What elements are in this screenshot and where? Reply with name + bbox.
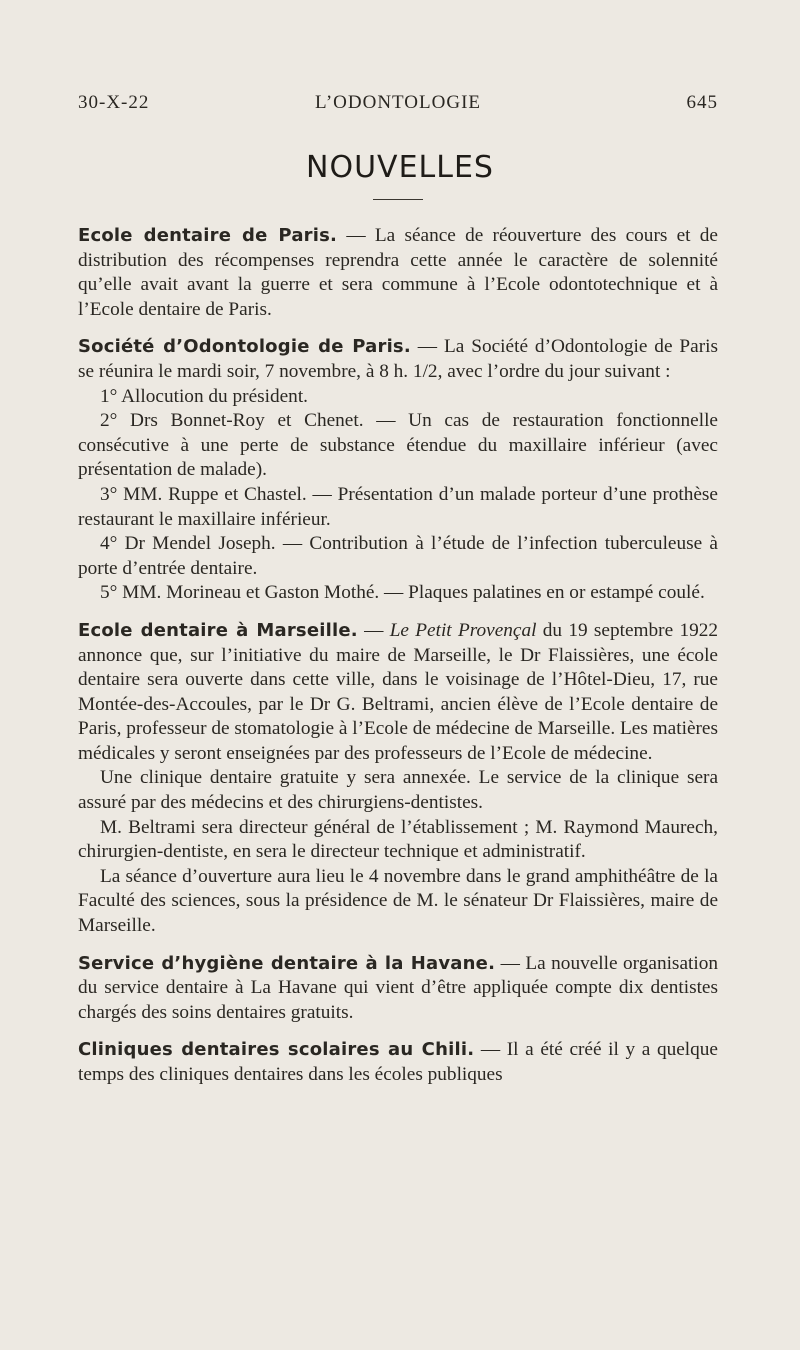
- news-heading: Ecole dentaire à Marseille.: [78, 619, 358, 641]
- news-text: Une clinique dentaire gratuite y sera annexée. Le service de la clinique sera assuré par des médecins et des chirurgiens-dentistes.: [78, 767, 718, 814]
- news-text: — Il a été créé il y a quelque temps des cliniques dentaires dans les écoles publiques: [78, 1039, 718, 1085]
- news-item-societe-odontologie: [78, 335, 718, 606]
- agenda-item: 4° Dr Mendel Joseph. — Contribution à l’étude de l’infection tuberculeuse à porte d’entrée dentaire.: [78, 533, 718, 579]
- agenda-item: 2° Drs Bonnet-Roy et Chenet. — Un cas de restauration fonctionnelle consécutive à une perte de substance étendue du maxillaire inférieur (avec présentation de malade).: [78, 410, 718, 481]
- news-text: — La nouvelle organisation du service dentaire à La Havane qui vient d’être appliquée compte dix dentistes chargés des soins dentaires gratuits.: [78, 952, 718, 1023]
- journal-title: L’ODONTOLOGIE: [314, 92, 482, 113]
- article-body: [78, 224, 718, 1101]
- issue-date: 30-X-22: [78, 92, 150, 113]
- title-divider: [373, 199, 423, 200]
- news-heading: Service d’hygiène dentaire à la Havane.: [78, 952, 496, 974]
- news-item-ecole-marseille: [78, 619, 718, 939]
- page-number: 645: [686, 92, 718, 113]
- news-item-havane: [78, 952, 718, 1026]
- agenda-item: 3° MM. Ruppe et Chastel. — Présentation d’un malade porteur d’une prothèse restaurant le maxillaire inférieur.: [78, 483, 718, 530]
- news-heading: Cliniques dentaires scolaires au Chili.: [78, 1039, 475, 1061]
- news-heading: Société d’Odontologie de Paris.: [78, 336, 411, 358]
- newspaper-name: Le Petit Provençal: [389, 619, 537, 641]
- news-item-ecole-paris: [78, 224, 718, 322]
- news-text: — La Société d’Odontologie de Paris se réunira le mardi soir, 7 novembre, à 8 h. 1/2, avec l’ordre du jour suivant :: [78, 336, 718, 382]
- news-text: du 19 septembre 1922 annonce que, sur l’initiative du maire de Marseille, le Dr Flaissières, une école dentaire sera ouverte dans cette ville, dans le voisinage de l’Hôtel-Dieu, 17, rue Montée-des-Accoules, par le Dr G. Beltrami, ancien élève de l’Ecole dentaire de Paris, professeur de stomatologie à l’Ecole de médecine de Marseille. Les matières médicales y seront enseignées par des professeurs de l’Ecole de médecine.: [78, 619, 719, 764]
- news-text: M. Beltrami sera directeur général de l’établissement ; M. Raymond Maurech, chirurgien-dentiste, en sera le directeur technique et administratif.: [78, 816, 718, 863]
- agenda-item: 1° Allocution du président.: [100, 385, 308, 407]
- news-text: —: [357, 619, 390, 641]
- section-title: NOUVELLES: [306, 150, 494, 185]
- news-text: La séance d’ouverture aura lieu le 4 novembre dans le grand amphithéâtre de la Faculté des sciences, sous la présidence de M. le sénateur Dr Flaissières, maire de Marseille.: [78, 865, 718, 937]
- news-text: — La séance de réouverture des cours et de distribution des récompenses reprendra cette année le caractère de solennité qu’elle avait avant la guerre et sera commune à l’Ecole odontotechnique et à l’Ecole dentaire de Paris.: [78, 225, 718, 320]
- news-heading: Ecole dentaire de Paris.: [78, 225, 338, 246]
- news-item-chili: [78, 1038, 718, 1087]
- running-header: [78, 92, 718, 118]
- agenda-item: 5° MM. Morineau et Gaston Mothé. — Plaques palatines en or estampé coulé.: [100, 582, 705, 604]
